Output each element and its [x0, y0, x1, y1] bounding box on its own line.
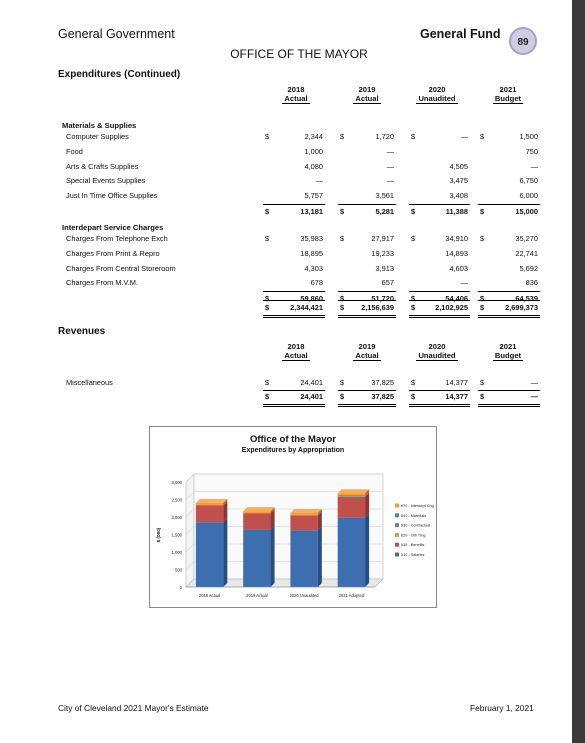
- line-item-value: 1,500: [519, 132, 538, 141]
- double-rule: [263, 406, 325, 407]
- revenue-column-year: 2021: [499, 342, 517, 351]
- line-item-value: 657: [381, 278, 394, 288]
- bar-segment: [243, 530, 270, 587]
- expenditure-column-header: [337, 86, 397, 104]
- currency-symbol: $: [411, 303, 416, 313]
- revenue-total-value: 14,377: [445, 392, 468, 401]
- revenue-rule: [409, 390, 470, 391]
- revenue-column-type: Budget: [494, 350, 522, 360]
- double-rule: [478, 404, 540, 405]
- bar-segment: [338, 493, 365, 495]
- legend-label: 640 - Materials: [401, 513, 427, 518]
- currency-symbol: $: [411, 207, 416, 216]
- line-item-label: Arts & Crafts Supplies: [66, 161, 139, 171]
- revenue-total-value: 24,401: [300, 392, 323, 401]
- expenditure-column-year: 2021: [499, 85, 517, 94]
- expenditure-column-header: [266, 86, 326, 104]
- line-item-value: 1,000: [304, 146, 323, 156]
- revenue-value: 24,401: [300, 378, 323, 387]
- y-tick-label: 1,500: [171, 532, 182, 538]
- double-rule: [478, 317, 540, 318]
- revenue-label: Miscellaneous: [66, 378, 113, 387]
- line-item-value: 4,303: [304, 263, 323, 273]
- double-rule: [263, 315, 325, 316]
- subtotal-rule: [409, 291, 470, 292]
- revenue-rule: [478, 390, 540, 391]
- footer-left: City of Cleveland 2021 Mayor's Estimate: [58, 703, 209, 713]
- revenue-column-year: 2020: [428, 342, 446, 351]
- revenue-value: 14,377: [445, 378, 468, 387]
- currency-symbol: $: [411, 234, 416, 243]
- line-item-value: 1,720: [375, 132, 394, 141]
- currency-symbol: $: [411, 294, 416, 304]
- header-fund: General Fund: [420, 27, 501, 41]
- bar-segment: [338, 517, 365, 587]
- revenue-rule: [263, 390, 325, 391]
- revenue-rule: [338, 390, 396, 391]
- x-tick-label: 2021 Adopted: [338, 593, 365, 598]
- grand-total-value: 2,102,925: [435, 303, 468, 313]
- page-number: 89: [517, 37, 529, 48]
- line-item-label: Charges From Telephone Exch: [66, 234, 168, 243]
- subtotal-value: 59,860: [300, 294, 323, 304]
- line-item-value: —: [315, 176, 323, 186]
- revenue-column-type: Actual: [284, 350, 308, 360]
- bar-segment: [338, 495, 365, 496]
- double-rule: [338, 317, 396, 318]
- y-tick-label: 1,000: [171, 550, 182, 555]
- currency-symbol: $: [480, 378, 485, 387]
- currency-symbol: $: [480, 234, 485, 243]
- office-title: OFFICE OF THE MAYOR: [230, 47, 368, 61]
- currency-symbol: $: [265, 303, 270, 313]
- legend-label: 670 - Interdept Chg: [401, 504, 434, 508]
- bar-segment-side: [365, 493, 369, 518]
- line-item-label: Charges From Print & Repro: [66, 248, 160, 258]
- grand-total-value: 2,699,373: [505, 303, 538, 313]
- line-item-label: Food: [66, 146, 83, 156]
- revenue-column-year: 2019: [358, 342, 376, 351]
- currency-symbol: $: [411, 392, 416, 401]
- line-item-value: 6,750: [519, 176, 538, 186]
- x-tick-label: 2018 Actual: [198, 593, 221, 598]
- bar-segment-side: [365, 513, 369, 587]
- line-item-value: 35,270: [515, 234, 538, 243]
- revenue-value: 37,825: [371, 378, 394, 387]
- expenditure-column-year: 2020: [428, 85, 446, 94]
- double-rule: [338, 315, 396, 316]
- line-item-value: 4,505: [449, 161, 468, 171]
- subtotal-rule: [263, 291, 325, 292]
- grand-total-value: 2,344,421: [290, 303, 323, 313]
- expenditure-column-type: Actual: [284, 93, 308, 103]
- revenue-total-value: 37,825: [371, 392, 394, 401]
- expenditure-column-header: [407, 86, 467, 104]
- footer-right: February 1, 2021: [470, 703, 534, 713]
- group-title: Interdepart Service Charges: [62, 223, 164, 232]
- revenue-column-header: [266, 343, 326, 361]
- bar-segment: [243, 511, 270, 513]
- double-rule: [409, 317, 470, 318]
- subtotal-rule: [263, 204, 325, 205]
- currency-symbol: $: [340, 392, 345, 401]
- double-rule: [338, 404, 396, 405]
- grand-total-value: 2,156,639: [361, 303, 394, 313]
- line-item-value: 3,408: [449, 191, 468, 201]
- bar-top: [290, 509, 321, 513]
- line-item-label: Special Events Supplies: [66, 176, 146, 186]
- legend-label: 510 - Salaries: [401, 553, 425, 557]
- line-item-value: 2,344: [304, 132, 323, 141]
- expenditure-column-year: 2019: [358, 85, 376, 94]
- currency-symbol: $: [480, 207, 485, 216]
- currency-symbol: $: [340, 303, 345, 313]
- y-tick-label: 2,500: [171, 497, 182, 503]
- currency-symbol: $: [480, 294, 485, 304]
- subtotal-rule: [409, 204, 470, 205]
- y-tick-label: 500: [175, 567, 182, 573]
- line-item-value: —: [530, 161, 538, 171]
- bar-segment: [196, 522, 223, 587]
- expenditures-chart: [149, 426, 437, 608]
- legend-label: 515 - Benefits: [401, 543, 425, 548]
- currency-symbol: $: [340, 294, 345, 304]
- line-item-value: 3,561: [375, 191, 394, 201]
- subtotal-value: 5,281: [375, 207, 394, 216]
- header-department: General Government: [58, 27, 175, 41]
- legend-swatch: [395, 513, 399, 517]
- bar-segment: [290, 513, 317, 515]
- bar-top: [243, 507, 274, 511]
- double-rule: [263, 404, 325, 405]
- group-title: Materials & Supplies: [62, 121, 137, 130]
- line-item-value: 3,913: [375, 263, 394, 273]
- legend-swatch: [395, 533, 399, 537]
- line-item-value: 14,893: [445, 248, 468, 258]
- revenue-column-header: [407, 343, 467, 361]
- line-item-value: 18,895: [300, 248, 323, 258]
- revenue-value: —: [530, 378, 538, 387]
- line-item-value: 35,983: [300, 234, 323, 243]
- double-rule: [478, 406, 540, 407]
- line-item-value: 19,233: [371, 248, 394, 258]
- legend-swatch: [395, 543, 399, 547]
- currency-symbol: $: [340, 234, 345, 243]
- revenue-column-header: [337, 343, 397, 361]
- y-tick-label: 3,000: [171, 480, 182, 485]
- double-rule: [409, 406, 470, 407]
- revenues-section-title: Revenues: [58, 326, 106, 337]
- currency-symbol: $: [411, 132, 416, 141]
- chart-title: Office of the Mayor: [249, 434, 337, 445]
- currency-symbol: $: [340, 207, 345, 216]
- line-item-value: 678: [310, 278, 323, 288]
- currency-symbol: $: [265, 294, 270, 304]
- bar-segment-side: [318, 526, 322, 587]
- total-rule: [478, 300, 540, 301]
- subtotal-value: 11,388: [445, 207, 468, 216]
- currency-symbol: $: [340, 132, 345, 141]
- legend-label: 620 - Oth Trng: [401, 533, 426, 538]
- currency-symbol: $: [480, 132, 485, 141]
- line-item-label: Charges From M.V.M.: [66, 278, 139, 288]
- line-item-value: 3,475: [449, 176, 468, 186]
- currency-symbol: $: [411, 378, 416, 387]
- expenditure-column-type: Actual: [355, 93, 379, 103]
- currency-symbol: $: [265, 234, 270, 243]
- double-rule: [478, 315, 540, 316]
- bar-segment: [290, 530, 317, 587]
- total-rule: [263, 300, 325, 301]
- currency-symbol: $: [265, 132, 270, 141]
- line-item-value: 27,917: [371, 234, 394, 243]
- revenue-column-header: [478, 343, 538, 361]
- line-item-value: 22,741: [515, 248, 538, 258]
- subtotal-rule: [478, 204, 540, 205]
- line-item-label: Charges From Central Storeroom: [66, 263, 176, 273]
- double-rule: [338, 406, 396, 407]
- line-item-value: 34,910: [445, 234, 468, 243]
- x-tick-label: 2020 Unaudited: [289, 593, 319, 598]
- line-item-value: —: [460, 132, 468, 141]
- line-item-value: 750: [525, 146, 538, 156]
- currency-symbol: $: [265, 207, 270, 216]
- legend-label: 630 - Contractual: [401, 523, 431, 528]
- expenditure-column-header: [478, 86, 538, 104]
- line-item-value: —: [386, 161, 394, 171]
- bar-segment: [196, 506, 223, 522]
- expenditure-column-type: Budget: [494, 93, 522, 103]
- line-item-value: —: [386, 146, 394, 156]
- line-item-value: 6,000: [519, 191, 538, 201]
- line-item-value: —: [460, 278, 468, 288]
- revenue-column-year: 2018: [287, 342, 305, 351]
- bar-segment-side: [223, 518, 227, 587]
- expenditure-column-year: 2018: [287, 85, 305, 94]
- legend-swatch: [395, 504, 399, 508]
- bar-top: [196, 499, 227, 503]
- chart-plot: [150, 427, 436, 607]
- revenue-column-type: Actual: [355, 350, 379, 360]
- legend-swatch: [395, 553, 399, 557]
- bar-segment: [243, 514, 270, 530]
- line-item-value: 4,603: [449, 263, 468, 273]
- subtotal-value: 51,720: [371, 294, 394, 304]
- subtotal-rule: [338, 204, 396, 205]
- bar-segment: [338, 497, 365, 518]
- y-axis-label: $ (000): [156, 527, 161, 543]
- line-item-value: —: [386, 176, 394, 186]
- double-rule: [409, 404, 470, 405]
- line-item-value: 4,080: [304, 161, 323, 171]
- subtotal-value: 64,539: [515, 294, 538, 304]
- subtotal-value: 13,181: [300, 207, 323, 216]
- line-item-value: 5,757: [304, 191, 323, 201]
- double-rule: [263, 317, 325, 318]
- currency-symbol: $: [480, 303, 485, 313]
- bar-segment: [196, 503, 223, 505]
- total-rule: [409, 300, 470, 301]
- line-item-value: 5,692: [519, 263, 538, 273]
- chart-subtitle: Expenditures by Appropriation: [241, 447, 345, 454]
- total-rule: [338, 300, 396, 301]
- subtotal-value: 54,406: [445, 294, 468, 304]
- bar-top: [338, 489, 369, 493]
- subtotal-value: 15,000: [515, 207, 538, 216]
- subtotal-rule: [478, 291, 540, 292]
- line-item-value: 836: [525, 278, 538, 288]
- bar-segment: [290, 516, 317, 531]
- currency-symbol: $: [480, 392, 485, 401]
- bar-segment-side: [271, 526, 275, 587]
- currency-symbol: $: [340, 378, 345, 387]
- revenue-total-value: —: [530, 392, 538, 401]
- revenue-column-type: Unaudited: [418, 350, 456, 360]
- expenditure-column-type: Unaudited: [418, 93, 456, 103]
- line-item-label: Just In Time Office Supplies: [66, 191, 158, 201]
- x-tick-label: 2019 Actual: [246, 593, 268, 598]
- y-tick-label: 2,000: [171, 515, 182, 520]
- y-tick-label: 0: [179, 585, 182, 590]
- currency-symbol: $: [265, 392, 270, 401]
- expenditures-section-title: Expenditures (Continued): [58, 69, 181, 80]
- line-item-label: Computer Supplies: [66, 132, 129, 141]
- currency-symbol: $: [265, 378, 270, 387]
- subtotal-rule: [338, 291, 396, 292]
- legend-swatch: [395, 523, 399, 527]
- double-rule: [409, 315, 470, 316]
